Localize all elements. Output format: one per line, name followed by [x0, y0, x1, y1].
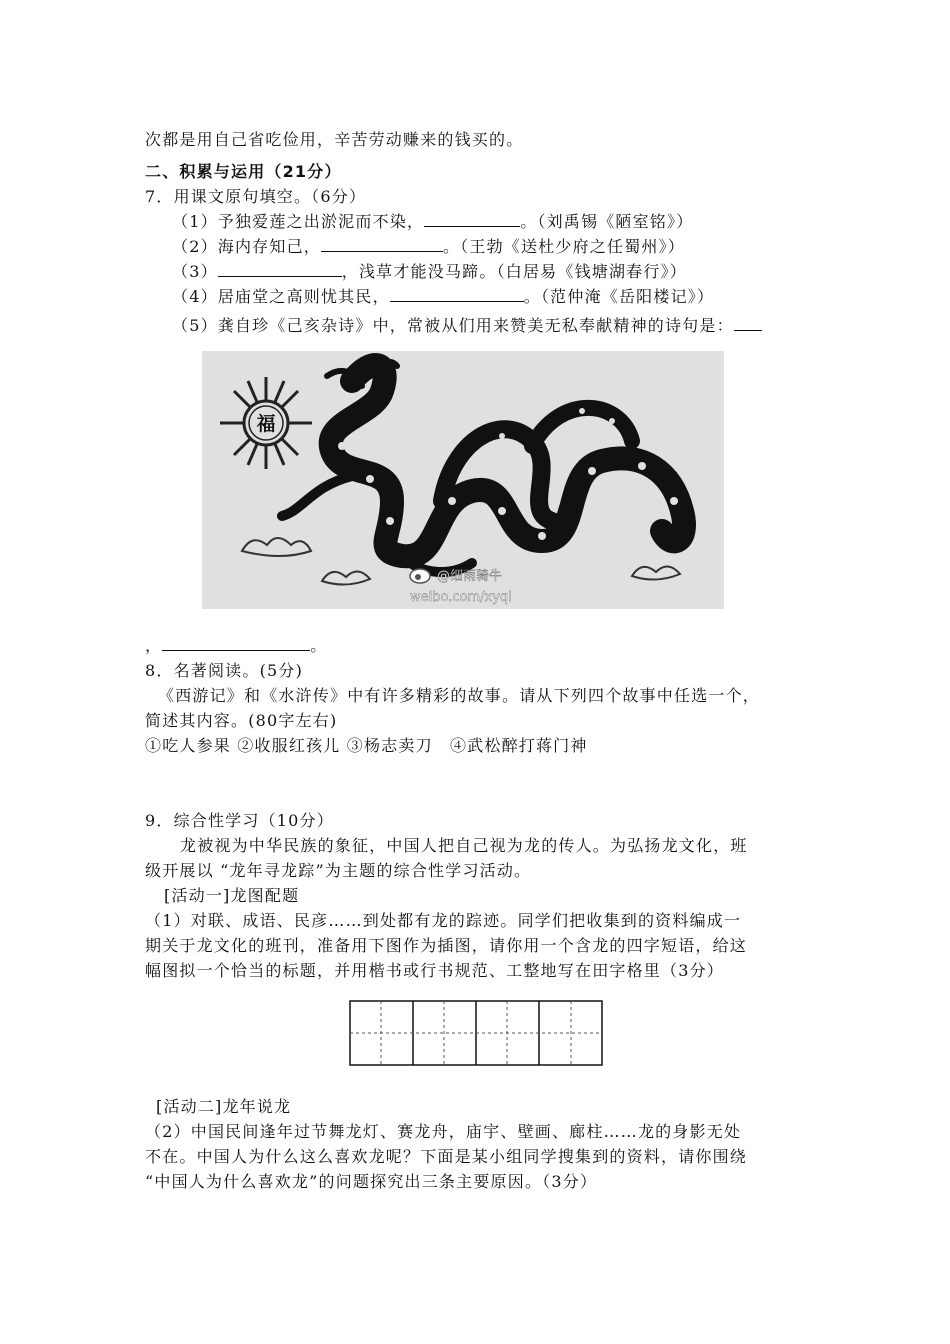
- activity-2-line-2: 不在。中国人为什么这么喜欢龙呢？下面是某小组同学搜集到的资料，请你围绕: [145, 1147, 748, 1166]
- q8-title: 8．名著阅读。(5分): [145, 661, 304, 680]
- q7-item-3-blank[interactable]: [218, 262, 342, 277]
- q7-item-2-text: （2）海内存知己，: [172, 237, 321, 256]
- q7-item-1-source: 。（刘禹锡《陋室铭》）: [520, 212, 694, 231]
- q7-item-1-text: （1）予独爱莲之出淤泥而不染，: [172, 212, 425, 231]
- continuation-period: 。: [310, 636, 328, 655]
- q7-item-3-text: （3）: [172, 262, 218, 281]
- activity-1-line-2: 期关于龙文化的班刊，准备用下图作为插图，请你用一个含龙的四字短语，给这: [145, 936, 748, 955]
- q7-item-1: [172, 209, 693, 232]
- q8-line-2: 简述其内容。(80字左右): [145, 711, 338, 730]
- fu-character: 福: [256, 413, 276, 435]
- q7-item-5-continuation: [145, 633, 327, 656]
- tianzige-grid[interactable]: [349, 1000, 605, 1068]
- q7-item-4-source: 。（范仲淹《岳阳楼记》）: [523, 287, 715, 306]
- q7-item-2-blank[interactable]: [321, 237, 443, 252]
- q7-item-5-blank[interactable]: [734, 316, 762, 331]
- q7-item-2-source: 。（王勃《送杜少府之任蜀州》）: [442, 237, 685, 256]
- weibo-icon: [410, 569, 430, 583]
- activity-2-title: [活动二]龙年说龙: [156, 1097, 292, 1116]
- section-2-heading: 二、积累与运用（21分）: [145, 162, 342, 181]
- q8-line-1: 《西游记》和《水浒传》中有许多精彩的故事。请从下列四个故事中任选一个，: [158, 686, 761, 705]
- watermark-url: weibo.com/xyql: [410, 590, 512, 605]
- q7-item-4-text: （4）居庙堂之高则忧其民，: [172, 287, 390, 306]
- dragon-image: [202, 351, 724, 609]
- activity-1-title: [活动一]龙图配题: [164, 886, 300, 905]
- q8-options: ①吃人参果 ②收服红孩儿 ③杨志卖刀 ④武松醉打蒋门神: [145, 736, 588, 755]
- q7-item-4: [172, 284, 714, 307]
- q9-intro-1: 龙被视为中华民族的象征，中国人把自己视为龙的传人。为弘扬龙文化，班: [180, 836, 748, 855]
- continuation-comma: ，: [145, 636, 163, 655]
- q7-item-2: [172, 234, 685, 257]
- activity-2-line-3: “中国人为什么喜欢龙”的问题探究出三条主要原因。（3分）: [145, 1172, 598, 1191]
- q7-item-3: [172, 259, 687, 282]
- activity-1-line-1: （1）对联、成语、民彦……到处都有龙的踪迹。同学们把收集到的资料编成一: [145, 911, 742, 930]
- activity-1-line-3: 幅图拟一个恰当的标题，并用楷书或行书规范、工整地写在田字格里（3分）: [145, 961, 724, 980]
- q7-item-5-text: （5）龚自珍《己亥杂诗》中，常被从们用来赞美无私奉献精神的诗句是：: [172, 316, 734, 335]
- q7-item-4-blank[interactable]: [390, 287, 524, 302]
- q9-title: 9．综合性学习（10分）: [145, 811, 334, 830]
- q7-item-1-blank[interactable]: [424, 212, 520, 227]
- q7-item-3-source: ，浅草才能没马蹄。（白居易《钱塘湖春行》）: [341, 262, 687, 281]
- activity-2-line-1: （2）中国民间逢年过节舞龙灯、赛龙舟，庙宇、壁画、廊柱……龙的身影无处: [145, 1122, 742, 1141]
- watermark-handle: @细雨骑牛: [437, 569, 503, 584]
- text-line-top: 次都是用自己省吃俭用，辛苦劳动赚来的钱买的。: [145, 130, 524, 149]
- q7-item-5: [172, 313, 762, 336]
- q7-item-5-blank-2[interactable]: [162, 636, 310, 651]
- dragon-illustration: [202, 351, 724, 609]
- q9-intro-2: 级开展以 “龙年寻龙踪”为主题的综合性学习活动。: [145, 861, 532, 880]
- q7-title: 7．用课文原句填空。（6分）: [145, 187, 367, 206]
